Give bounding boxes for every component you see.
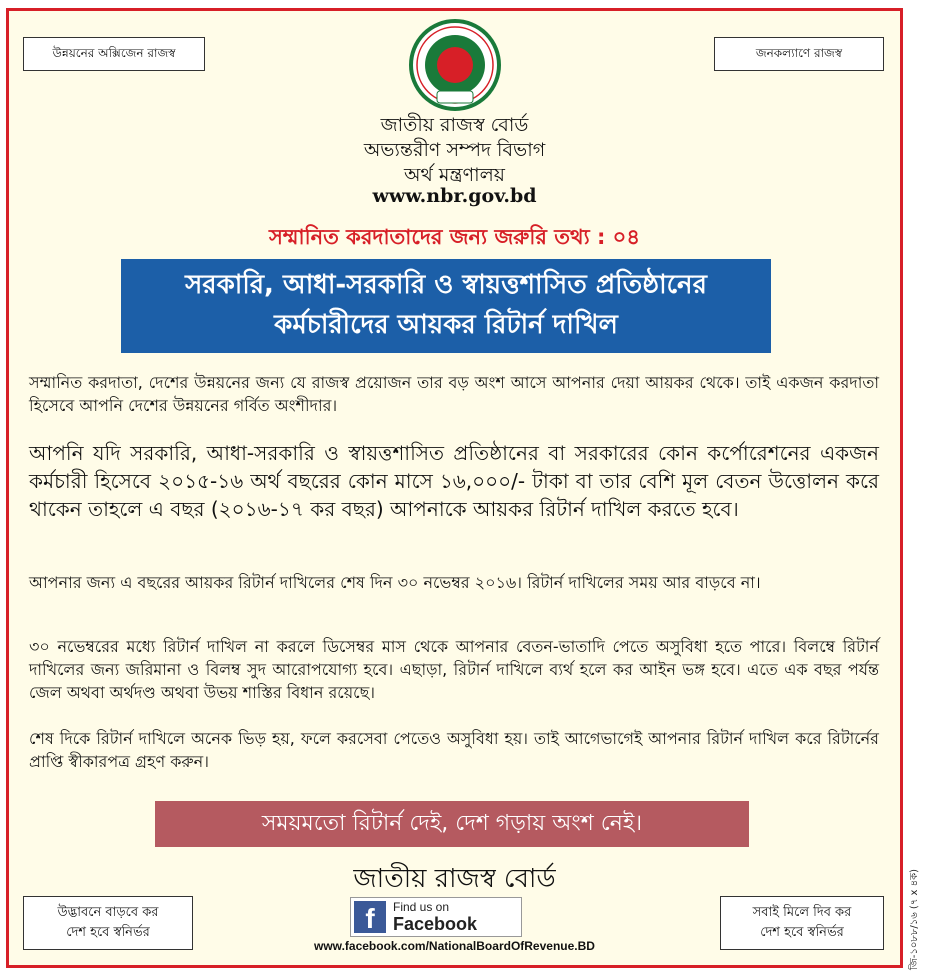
paragraph-2: আপনি যদি সরকারি, আধা-সরকারি ও স্বায়ত্তশাসিত প্রতিষ্ঠানের বা সরকারের কোন কর্পোরেশনের একজন কর্মচারী হিসেবে ২০১৫-১৬ অর্থ বছরের কোন মাসে ১৬,০০০/- টাকা বা তার বেশি মূল বেতন উত্তোলন করে থাকেন তাহলে এ বছর (২০১৬-১৭ কর বছর) আপনাকে আয়কর রিটার্ন দাখিল করতে হবে।: [29, 441, 879, 521]
notice-frame: [6, 8, 903, 968]
facebook-find-label: Find us on: [393, 900, 450, 914]
bottom-right-tagline: [720, 896, 884, 950]
facebook-url[interactable]: www.facebook.com/NationalBoardOfRevenue.BD: [314, 939, 595, 953]
division-name: অভ্যন্তরীণ সম্পদ বিভাগ: [363, 139, 546, 161]
banner-line-1: সরকারি, আধা-সরকারি ও স্বায়ত্তশাসিত প্রতিষ্ঠানের: [185, 270, 707, 300]
bottom-right-line-1: সবাই মিলে দিব কর: [752, 905, 852, 920]
paragraph-4: ৩০ নভেম্বরের মধ্যে রিটার্ন দাখিল না করলে ডিসেম্বর মাস থেকে আপনার বেতন-ভাতাদি পেতে অসুবিধা হতে পারে। বিলম্বে রিটার্ন দাখিলের জন্য জরিমানা ও বিলম্ব সুদ আরোপযোগ্য হবে। এছাড়া, রিটার্ন দাখিলে ব্যর্থ হলে কর আইন ভঙ্গ হবে। এতে এক বছর পর্যন্ত জেল অথবা অর্থদণ্ড অথবা উভয় শাস্তির বিধান রয়েছে।: [29, 637, 879, 702]
bottom-right-line-2: দেশ হবে স্বনির্ভর: [760, 925, 844, 940]
government-seal-logo: [407, 17, 503, 113]
facebook-icon: f: [354, 901, 386, 933]
banner-line-2: কর্মচারীদের আয়কর রিটার্ন দাখিল: [274, 310, 618, 340]
top-left-tagline: উন্নয়নের অক্সিজেন রাজস্ব: [23, 37, 205, 71]
bottom-left-line-1: উদ্ভাবনে বাড়বে কর: [57, 905, 159, 920]
paragraph-1: সম্মানিত করদাতা, দেশের উন্নয়নের জন্য যে রাজস্ব প্রয়োজন তার বড় অংশ আসে আপনার দেয়া আয়কর থেকে। তাই একজন করদাতা হিসেবে আপনি দেশের উন্নয়নের গর্বিত অংশীদার।: [29, 373, 879, 415]
footer-org-name: জাতীয় রাজস্ব বোর্ড: [353, 864, 556, 894]
bottom-left-line-2: দেশ হবে স্বনির্ভর: [66, 925, 150, 940]
publication-code: জি-১০৮৮/১৬ (৭ x ৪ক): [909, 869, 920, 970]
top-right-tagline: জনকল্যাণে রাজস্ব: [714, 37, 884, 71]
org-name: জাতীয় রাজস্ব বোর্ড: [380, 114, 529, 136]
slogan-bar: সময়মতো রিটার্ন দেই, দেশ গড়ায় অংশ নেই।: [155, 801, 749, 847]
ministry-name: অর্থ মন্ত্রণালয়: [404, 164, 505, 186]
notice-title: সম্মানিত করদাতাদের জন্য জরুরি তথ্য : ০৪: [269, 225, 640, 249]
headline-banner: [121, 259, 771, 353]
website-link[interactable]: www.nbr.gov.bd: [372, 185, 537, 207]
facebook-label: Facebook: [393, 914, 478, 934]
paragraph-5: শেষ দিকে রিটার্ন দাখিলে অনেক ভিড় হয়, ফলে করসেবা পেতেও অসুবিধা হয়। তাই আগেভাগেই আপনার রিটার্ন দাখিল করে রিটার্নের প্রাপ্তি স্বীকারপত্র গ্রহণ করুন।: [29, 729, 879, 771]
paragraph-3: আপনার জন্য এ বছরের আয়কর রিটার্ন দাখিলের শেষ দিন ৩০ নভেম্বর ২০১৬। রিটার্ন দাখিলের সময় আর বাড়বে না।: [29, 573, 761, 592]
facebook-badge[interactable]: [350, 897, 522, 937]
